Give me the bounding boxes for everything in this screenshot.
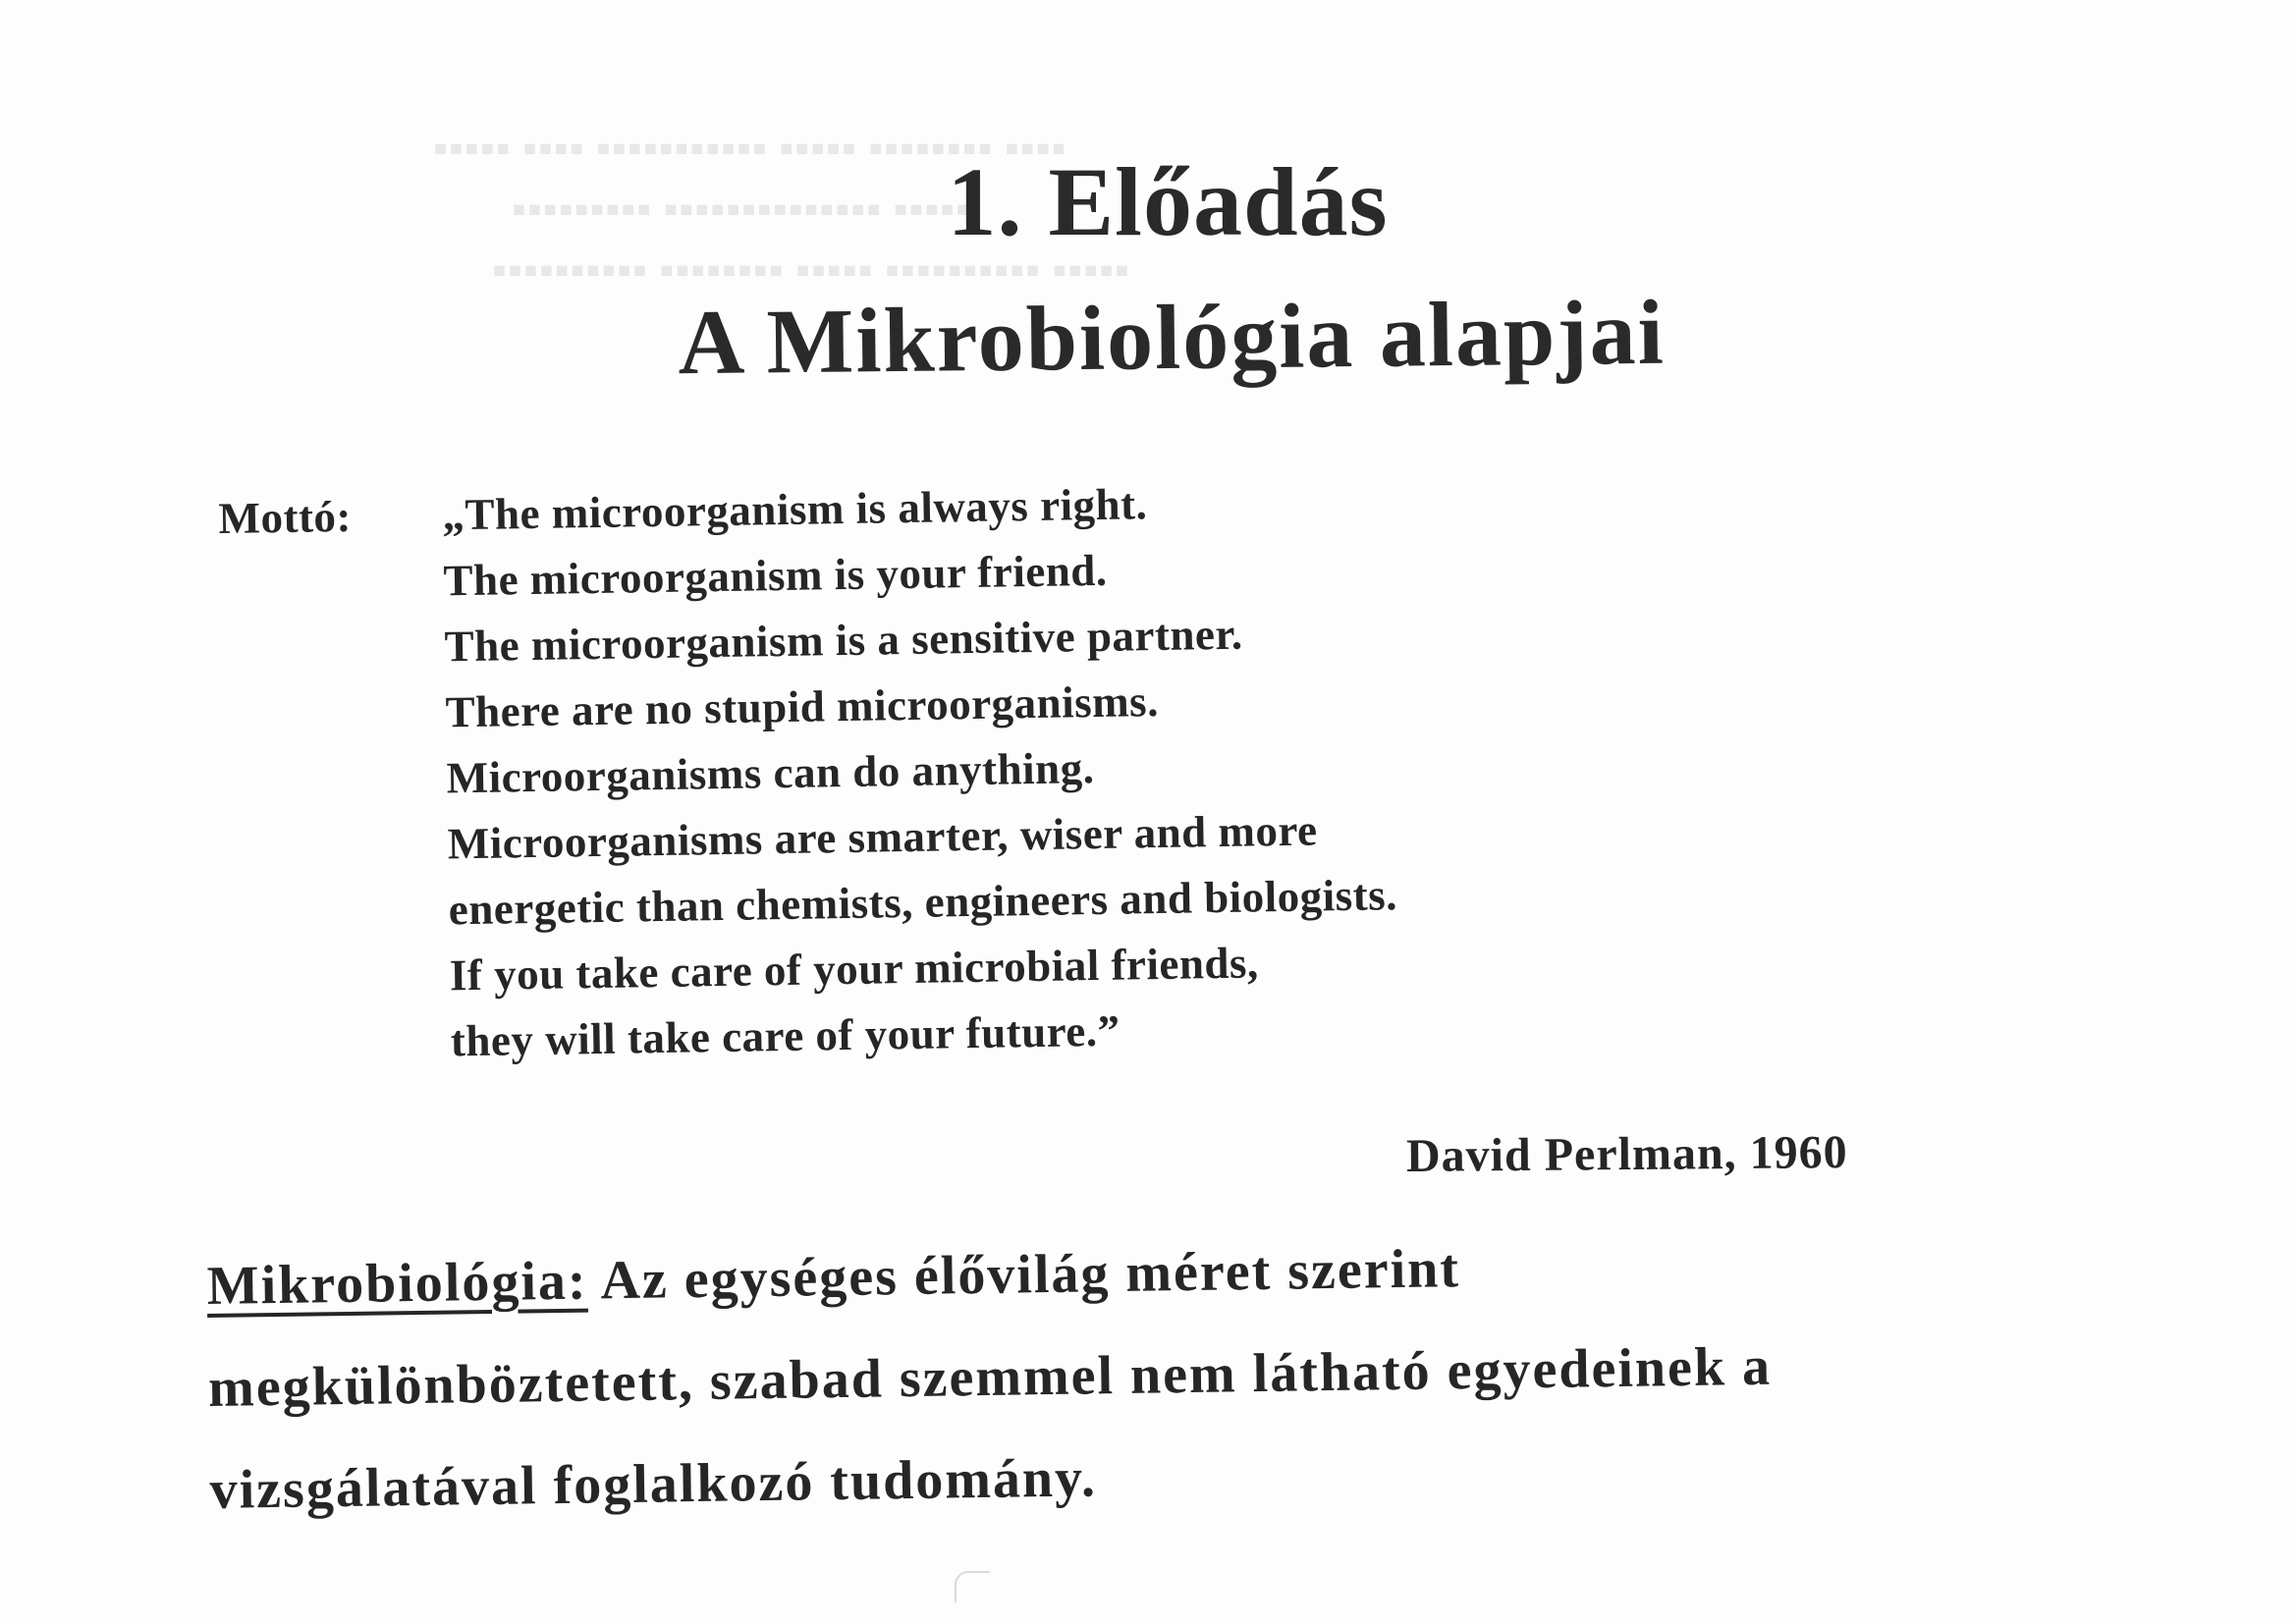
bleed-through-line: ▪▪▪▪▪ ▪▪▪▪▪▪▪▪▪▪▪▪▪▪ ▪▪▪▪▪▪▪▪▪ xyxy=(511,188,970,233)
definition-block xyxy=(206,1214,1774,1542)
motto-quote-line: If you take care of your microbial friends, xyxy=(449,938,1260,1001)
motto-quote-line: „The microorganism is always right. xyxy=(442,479,1148,540)
motto-quote-line: Microorganisms can do anything. xyxy=(446,743,1095,803)
definition-term: Mikrobiológia: xyxy=(206,1250,588,1317)
bleed-through-line: ▪▪▪▪ ▪▪▪▪▪▪▪▪ ▪▪▪▪▪ ▪▪▪▪▪▪▪▪▪▪▪ ▪▪▪▪ ▪▪▪▪▪ xyxy=(432,127,1066,172)
definition-text-line: vizsgálatával foglalkozó tudomány. xyxy=(209,1447,1098,1521)
lecture-number-title: 1. Előadás xyxy=(947,147,1389,256)
definition-text-line: Az egységes élővilág méret szerint xyxy=(600,1238,1461,1312)
definition-text-line: megkülönböztetett, szabad szemmel nem látható egyedeinek a xyxy=(207,1335,1773,1419)
lecture-subject-title: A Mikrobiológia alapjai xyxy=(677,281,1667,395)
motto-quote-line: The microorganism is a sensitive partner. xyxy=(444,609,1243,672)
motto-label: Mottó: xyxy=(218,491,353,543)
scan-mark xyxy=(955,1571,990,1602)
motto-quote-line: they will take care of your future.” xyxy=(450,1005,1121,1066)
quote-attribution: David Perlman, 1960 xyxy=(1405,1126,1848,1182)
bleed-through-line: ▪▪▪▪▪ ▪▪▪▪▪▪▪▪▪▪ ▪▪▪▪▪ ▪▪▪▪▪▪▪▪ ▪▪▪▪▪▪▪▪▪▪ xyxy=(491,248,1129,294)
motto-quote-line: energetic than chemists, engineers and biologists. xyxy=(448,870,1398,935)
motto-quote-line: The microorganism is your friend. xyxy=(443,545,1108,606)
motto-block xyxy=(218,467,1400,1078)
motto-quote-line: There are no stupid microorganisms. xyxy=(445,676,1160,737)
motto-quote-line: Microorganisms are smarter, wiser and more xyxy=(447,805,1318,869)
